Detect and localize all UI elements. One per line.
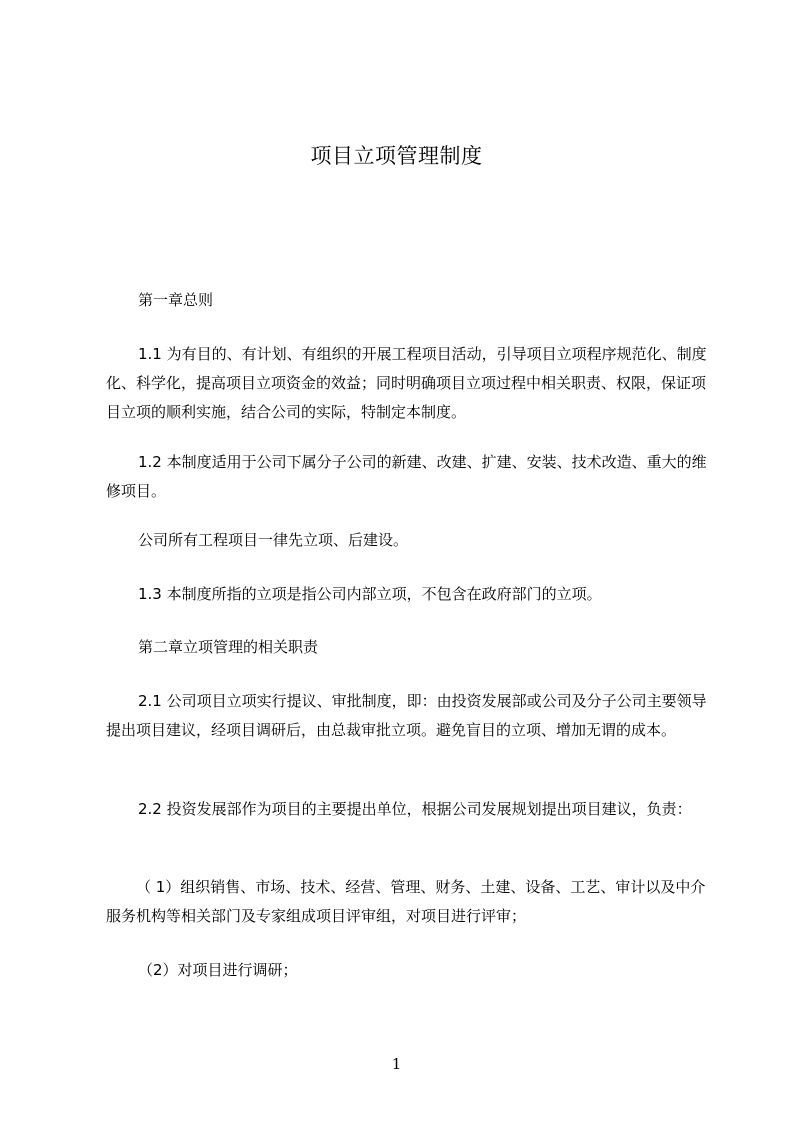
paragraph: 公司所有工程项目一律先立项、后建设。 (138, 531, 409, 549)
paragraph: 1.2 本制度适用于公司下属分子公司的新建、改建、扩建、安装、技术改造、重大的维修项目。 (106, 453, 707, 500)
page-title: 项目立项管理制度 (310, 144, 483, 168)
list-item: （2）对项目进行调研； (138, 961, 298, 979)
paragraph: 1.1 为有目的、有计划、有组织的开展工程项目活动，引导项目立项程序规范化、制度化、科学化，提高项目立项资金的效益；同时明确项目立项过程中相关职责、权限，保证项目立项的顺利实施，结合公司的实际，特制定本制度。 (106, 345, 707, 421)
list-item: （ 1）组织销售、市场、技术、经营、管理、财务、土建、设备、工艺、审计以及中介服务机构等相关部门及专家组成项目评审组，对项目进行评审； (106, 878, 706, 925)
page-number: 1 (391, 1055, 402, 1073)
paragraph: 1.3 本制度所指的立项是指公司内部立项，不包含在政府部门的立项。 (138, 585, 602, 603)
paragraph: 2.1 公司项目立项实行提议、审批制度，即：由投资发展部或公司及分子公司主要领导提出项目建议，经项目调研后，由总裁审批立项。避免盲目的立项、增加无谓的成本。 (106, 692, 707, 739)
paragraph: 2.2 投资发展部作为项目的主要提出单位，根据公司发展规划提出项目建议，负责： (138, 800, 692, 818)
chapter-heading: 第二章立项管理的相关职责 (138, 638, 319, 656)
chapter-heading: 第一章总则 (138, 291, 214, 309)
